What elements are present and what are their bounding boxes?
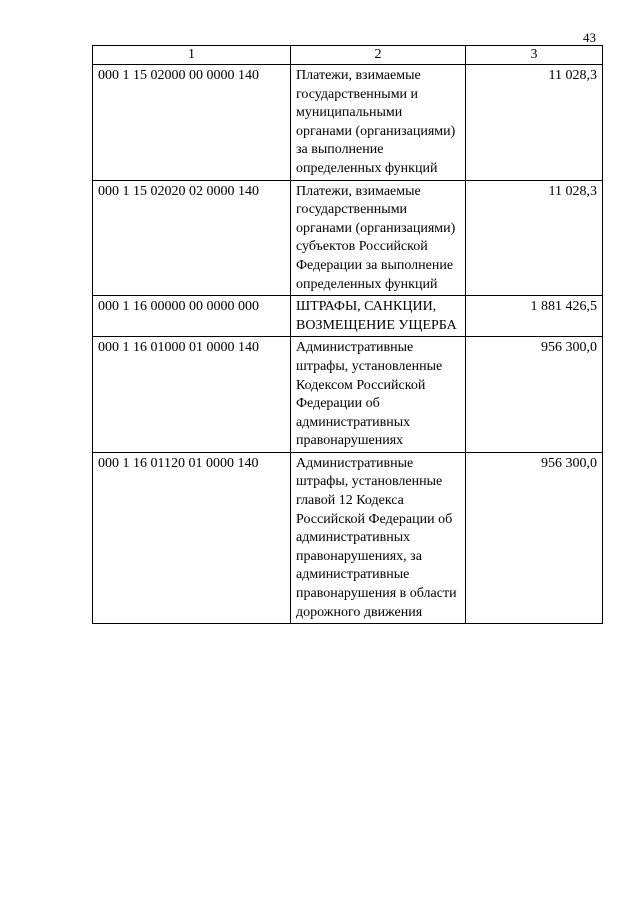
table-row — [93, 452, 603, 623]
row-code: 000 1 15 02000 00 0000 140 — [93, 65, 291, 181]
row-amount: 956 300,0 — [466, 452, 603, 623]
row-name: Платежи, взимаемые государственными органами (организациями) субъектов Российской Федерации за выполнение определенных функций — [291, 180, 466, 296]
column-header-code: 1 — [93, 46, 291, 65]
table-header-row — [93, 46, 603, 65]
table-row — [93, 296, 603, 337]
row-name: Платежи, взимаемые государственными и муниципальными органами (организациями) за выполнение определенных функций — [291, 65, 466, 181]
row-amount: 11 028,3 — [466, 180, 603, 296]
page-number: 43 — [583, 30, 596, 45]
row-code: 000 1 15 02020 02 0000 140 — [93, 180, 291, 296]
row-code: 000 1 16 00000 00 0000 000 — [93, 296, 291, 337]
revenue-table — [92, 45, 603, 624]
row-code: 000 1 16 01120 01 0000 140 — [93, 452, 291, 623]
table-row — [93, 180, 603, 296]
row-amount: 956 300,0 — [466, 337, 603, 453]
table-row — [93, 65, 603, 181]
column-header-name: 2 — [291, 46, 466, 65]
column-header-amount: 3 — [466, 46, 603, 65]
row-amount: 11 028,3 — [466, 65, 603, 181]
row-name: ШТРАФЫ, САНКЦИИ, ВОЗМЕЩЕНИЕ УЩЕРБА — [291, 296, 466, 337]
row-amount: 1 881 426,5 — [466, 296, 603, 337]
table-row — [93, 337, 603, 453]
row-code: 000 1 16 01000 01 0000 140 — [93, 337, 291, 453]
row-name: Административные штрафы, установленные Кодексом Российской Федерации об административных правонарушениях — [291, 337, 466, 453]
row-name: Административные штрафы, установленные главой 12 Кодекса Российской Федерации об административных правонарушениях, за административные правонарушения в области дорожного движения — [291, 452, 466, 623]
